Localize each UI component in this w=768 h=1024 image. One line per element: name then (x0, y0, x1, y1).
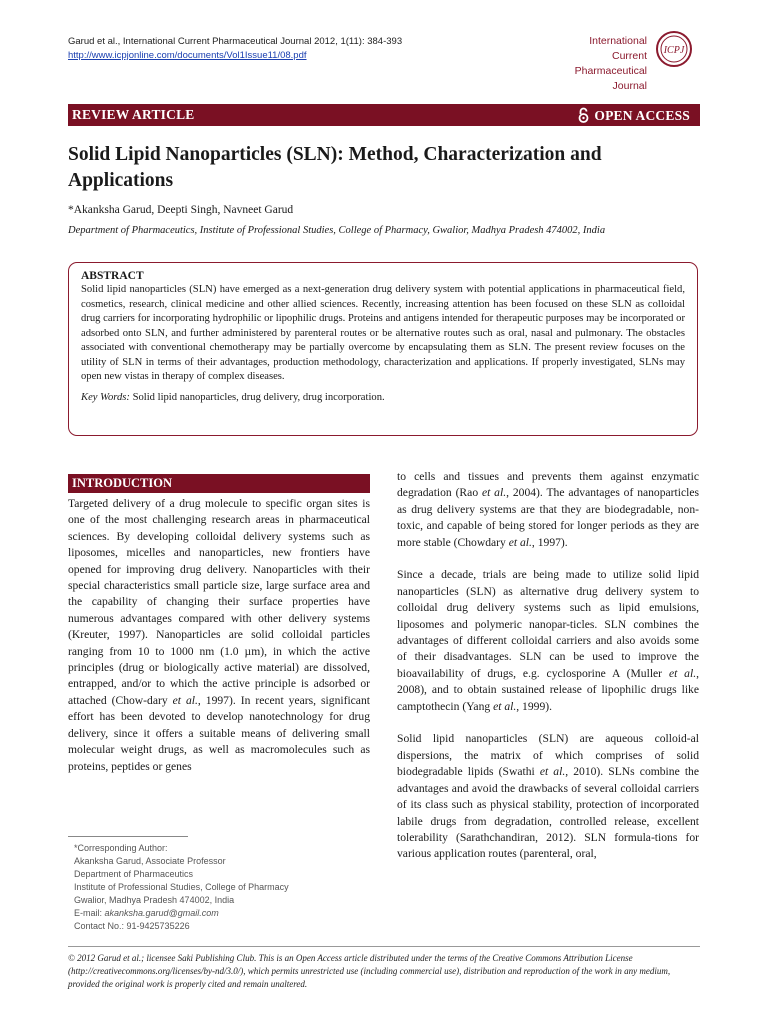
authors-line: *Akanksha Garud, Deepti Singh, Navneet Garud (68, 204, 294, 216)
intro-paragraph-2: to cells and tissues and prevents them against enzymatic degradation (Rao et al., 2004). The advantages of nanoparticles as drug delivery systems are that they are biodegradable, non-toxic, and capable of being stored for longer periods as they are more stable (Chowdary et al., 1997). (397, 470, 699, 549)
open-access-label (577, 107, 690, 124)
open-access-text: OPEN ACCESS (594, 108, 690, 123)
corresponding-location: Gwalior, Madhya Pradesh 474002, India (74, 895, 235, 905)
abstract-text: Solid lipid nanoparticles (SLN) have emerged as a next-generation drug delivery system with potential applications in pharmaceutical field, cosmetics, research, clinical medicine and other allied sciences. Recently, increasing attention has been focused on these SLN as colloidal drug carriers for incorporating hydrophilic or lipophilic drugs. Proteins and antigens intended for therapeutic purposes may be incorporated or adsorbed onto SLN, and further administered by parenteral routes or be alternative routes such as oral, nasal and pulmonary. The obstacles associated with conventional chemotherapy may be partially overcome by encapsulating them as SLN. The present review focuses on the utility of SLN in terms of their advantages, production methodology, characterization and applications. If properly investigated, SLNs may open new vistas in therapy of complex diseases. (81, 284, 685, 382)
corresponding-author-block (74, 842, 289, 933)
corresponding-divider (68, 836, 188, 837)
citation-line: Garud et al., International Current Pharmaceutical Journal 2012, 1(11): 384-393 (68, 36, 403, 47)
article-type-banner (68, 104, 700, 126)
corresponding-label: *Corresponding Author: (74, 843, 168, 853)
corresponding-name: Akanksha Garud, Associate Professor (74, 856, 226, 866)
keywords-label: Key Words: (81, 391, 130, 403)
article-type-label: REVIEW ARTICLE (72, 107, 195, 122)
journal-logo-line1: International Current (589, 35, 647, 62)
affiliation-line: Department of Pharmaceutics, Institute of Professional Studies, College of Pharmacy, Gwalior, Madhya Pradesh 474002, India (68, 225, 606, 236)
intro-paragraph-4: Solid lipid nanoparticles (SLN) are aqueous colloid-al dispersions, the matrix of which comprises of solid biodegradable lipids (Swathi et al., 2010). SLNs combine the advantages and avoid the drawbacks of several colloidal carriers of its class such as physical stability, protection of incorporated labile drugs from degradation, controlled release, excellent tolerability (Sarathchandiran, 2012). SLN formula-tions for various application routes (parenteral, oral, (397, 732, 699, 861)
license-footer: © 2012 Garud et al.; licensee Saki Publishing Club. This is an Open Access article distributed under the terms of the Creative Commons Attribution License (http://creativecommons.org/licenses/by-nd/3.0/), which permits unrestricted use (including commercial use), distribution and reproduction of the work in any medium, provided the original work is properly cited and remain unaltered. (68, 953, 671, 989)
article-pdf-link[interactable]: http://www.icpjonline.com/documents/Vol1Issue11/08.pdf (68, 50, 307, 61)
journal-seal-icon (655, 30, 693, 68)
intro-paragraph-1: Targeted delivery of a drug molecule to specific organ sites is one of the most challenging research areas in pharmaceutical sciences. By developing colloidal delivery systems such as liposomes, micelles and nanoparticles, new frontiers have opened for improving drug delivery. Nanoparticles with their special characteristics small particle size, large surface area and the capability of changing their surface properties have numerous advantages compared with other delivery systems (Kreuter, 1997). Nanoparticles are solid colloidal particles ranging from 10 to 1000 nm (1.0 µm), in which the active principles (drug or biologically active material) are dissolved, entrapped, and/or to which the active principle is adsorbed or attached (Chow-dary et al., 1997). In recent years, significant effort has been devoted to develop nanotechnology for drug delivery, since it offers a suitable means of delivering small molecular weight drugs, as well as macromolecules such as proteins, peptides or genes (68, 497, 370, 773)
keywords-line (81, 391, 685, 406)
corresponding-email-line: E-mail: akanksha.garud@gmail.com (74, 908, 219, 918)
introduction-heading: INTRODUCTION (72, 476, 173, 490)
seal-text: ICPJ (663, 45, 685, 56)
abstract-box (68, 262, 698, 436)
intro-right-column (397, 469, 699, 863)
journal-logo-line2: Pharmaceutical Journal (574, 65, 647, 92)
introduction-heading-bar (68, 474, 370, 493)
corresponding-dept: Department of Pharmaceutics (74, 869, 194, 879)
corresponding-email[interactable]: akanksha.garud@gmail.com (104, 908, 219, 918)
corresponding-contact: Contact No.: 91-9425735226 (74, 921, 190, 931)
corresponding-institute: Institute of Professional Studies, College of Pharmacy (74, 882, 289, 892)
journal-logo (552, 30, 700, 92)
open-access-lock-icon (577, 107, 590, 123)
abstract-heading: ABSTRACT (81, 270, 144, 282)
keywords-text: Solid lipid nanoparticles, drug delivery, drug incorporation. (129, 391, 385, 403)
footer-divider (68, 946, 700, 947)
article-title: Solid Lipid Nanoparticles (SLN): Method, Characterization and Applications (68, 144, 602, 191)
intro-paragraph-3: Since a decade, trials are being made to utilize solid lipid nanoparticles (SLN) as alternative drug delivery system to colloidal drug delivery systems such as lipid emulsions, liposomes and polymeric nanopar-ticles. SLN combines the advantages of different colloidal carriers and also avoids some of their disadvantages. SLN can be used to improve the bioavailability of drugs, e.g. cyclosporine A (Muller et al., 2008), and to obtain sustained release of lipophilic drugs like camptothecin (Yang et al., 1999). (397, 568, 700, 713)
intro-left-column (68, 496, 370, 775)
